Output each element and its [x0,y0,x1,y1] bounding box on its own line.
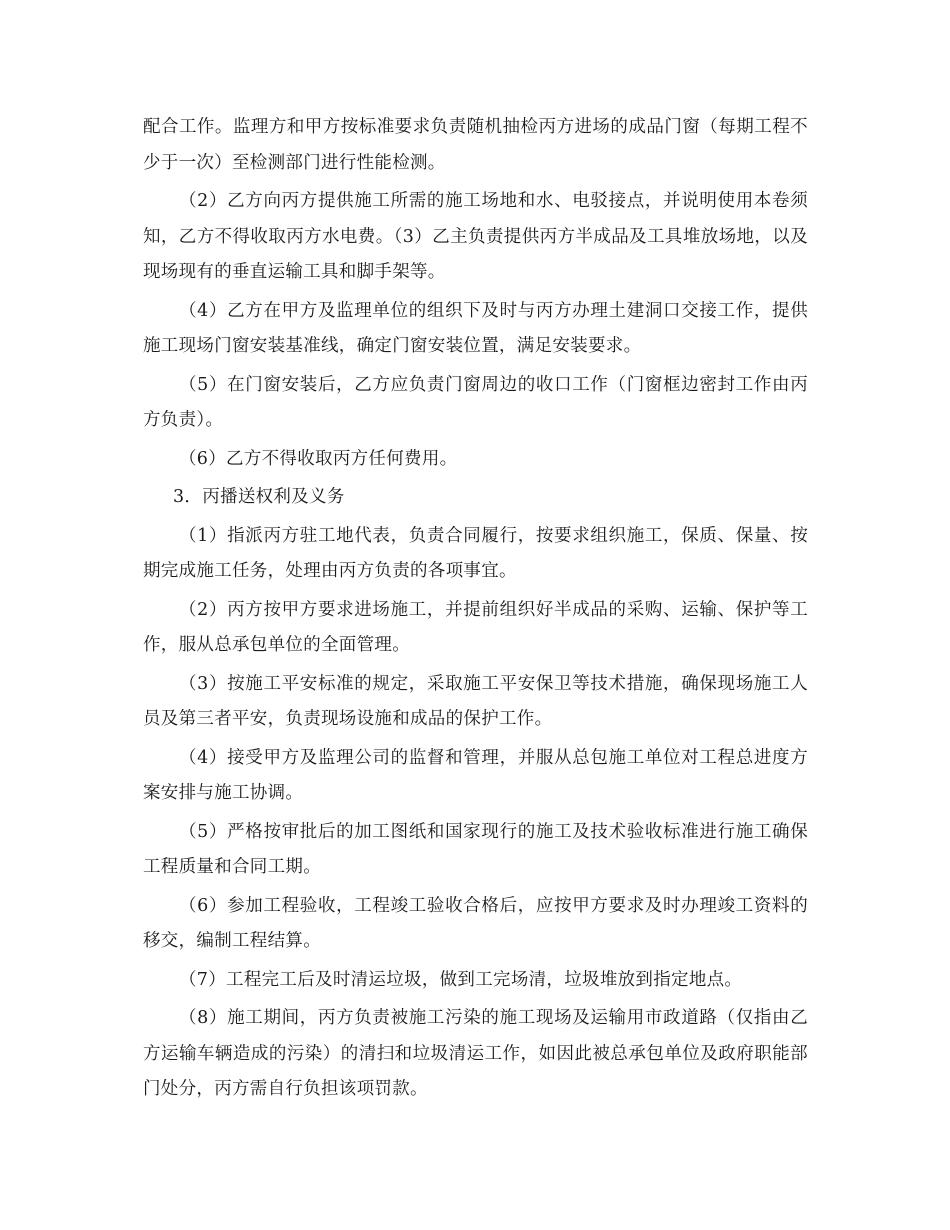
paragraph-item-4: （4）乙方在甲方及监理单位的组织下及时与丙方办理土建洞口交接工作，提供施工现场门窗安装基准线，确定门窗安装位置，满足安装要求。 [143,300,808,356]
paragraph-item-6: （6）乙方不得收取丙方任何费用。 [179,448,458,469]
paragraph-continuation: 配合工作。监理方和甲方按标准要求负责随机抽检丙方进场的成品门窗（每期工程不少于一次）至检测部门进行性能检测。 [143,117,808,173]
paragraph-c-item-3: （3）按施工平安标准的规定，采取施工平安保卫等技术措施，确保现场施工人员及第三者平安，负责现场设施和成品的保护工作。 [143,673,808,729]
paragraph-c-item-4: （4）接受甲方及监理公司的监督和管理，并服从总包施工单位对工程总进度方案安排与施工协调。 [143,747,808,803]
paragraph-item-2: （2）乙方向丙方提供施工所需的施工场地和水、电驳接点，并说明使用本卷须知，乙方不得收取丙方水电费。（3）乙主负责提供丙方半成品及工具堆放场地，以及现场现有的垂直运输工具和脚手架等。 [143,191,808,282]
paragraph-c-item-8: （8）施工期间，丙方负责被施工污染的施工现场及运输用市政道路（仅指由乙方运输车辆造成的污染）的清扫和垃圾清运工作，如因此被总承包单位及政府职能部门处分，丙方需自行负担该项罚款。 [143,1008,808,1099]
section-heading-3: 3．丙播送权利及义务 [173,487,345,507]
paragraph-c-item-6: （6）参加工程验收，工程竣工验收合格后，应按甲方要求及时办理竣工资料的移交，编制工程结算。 [143,895,808,951]
paragraph-item-5: （5）在门窗安装后，乙方应负责门窗周边的收口工作（门窗框边密封工作由丙方负责）。 [143,374,808,430]
paragraph-c-item-2: （2）丙方按甲方要求进场施工，并提前组织好半成品的采购、运输、保护等工作，服从总承包单位的全面管理。 [143,599,808,655]
document-body [143,110,808,1108]
paragraph-c-item-1: （1）指派丙方驻工地代表，负责合同履行，按要求组织施工，保质、保量、按期完成施工任务，处理由丙方负责的各项事宜。 [143,525,808,581]
paragraph-c-item-7: （7）工程完工后及时清运垃圾，做到工完场清，垃圾堆放到指定地点。 [179,969,743,990]
paragraph-c-item-5: （5）严格按审批后的加工图纸和国家现行的施工及技术验收标准进行施工确保工程质量和合同工期。 [143,821,808,877]
